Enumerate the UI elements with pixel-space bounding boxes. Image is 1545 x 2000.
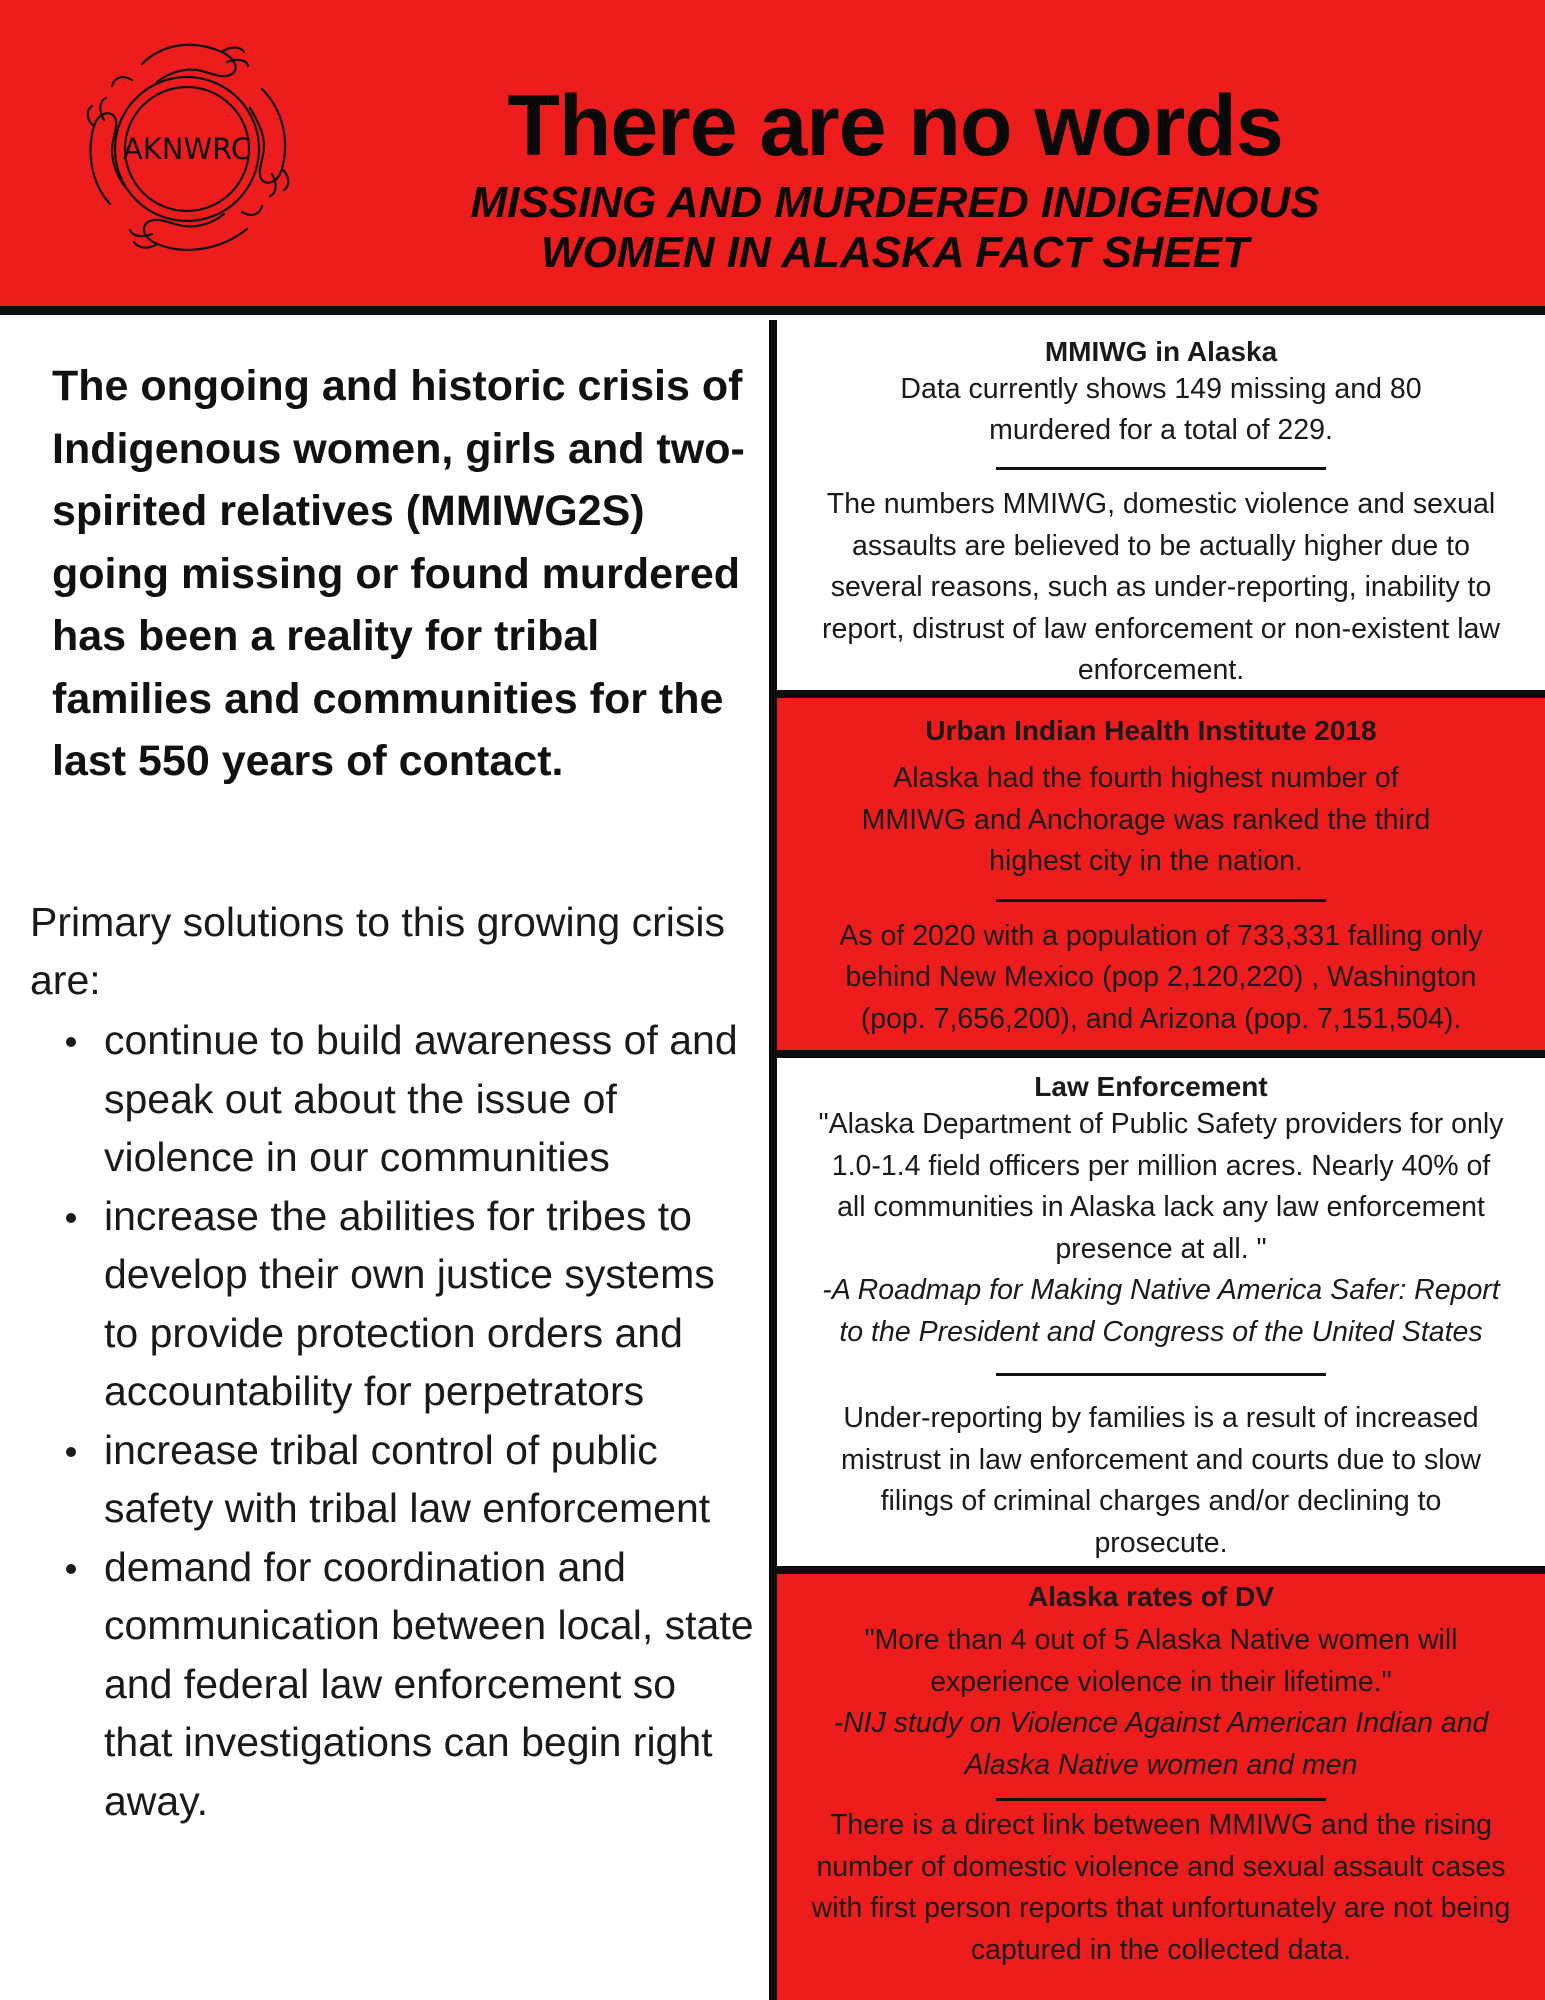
short-divider: [996, 1373, 1326, 1376]
panel-quote: "More than 4 out of 5 Alaska Native women will experience violence in their lifetime.": [864, 1624, 1458, 1698]
solution-item: increase tribal control of public safety with tribal law enforcement: [104, 1421, 754, 1538]
hands-circle-logo: [72, 34, 302, 264]
panel-divider: [777, 1050, 1545, 1058]
panel-divider: [777, 690, 1545, 698]
subtitle-line-1: MISSING AND MURDERED INDIGENOUS: [470, 178, 1320, 227]
panel-title: Law Enforcement: [1034, 1071, 1268, 1102]
panel-source: -A Roadmap for Making Native America Safer: Report to the President and Congress of the United States: [822, 1274, 1500, 1348]
left-column: [0, 315, 770, 2000]
page-subtitle: [380, 178, 1410, 278]
panel-law-enforcement: [777, 1058, 1545, 1568]
solution-item: increase the abilities for tribes to develop their own justice systems to provide protection orders and accountability for perpetrators: [104, 1187, 754, 1421]
panel-uihi-2018: [777, 698, 1545, 1050]
panel-text: As of 2020 with a population of 733,331 falling only behind New Mexico (pop 2,120,220) , Washington (pop. 7,656,200), and Arizona (pop. 7,151,504).: [839, 919, 1483, 1035]
panel-quote: "Alaska Department of Public Safety providers for only 1.0-1.4 field officers per million acres. Nearly 40% of all communities in Alaska lack any law enforcement presence at all. ": [818, 1108, 1504, 1265]
header-divider: [0, 306, 1545, 315]
panel-text: The numbers MMIWG, domestic violence and sexual assaults are believed to be actually higher due to several reasons, such as under-reporting, inability to report, distrust of law enforcement or non-existent law enforcement.: [822, 488, 1500, 686]
panel-text: Under-reporting by families is a result of increased mistrust in law enforcement and courts due to slow filings of criminal charges and/or declining to prosecute.: [841, 1402, 1481, 1559]
panel-title: Alaska rates of DV: [1028, 1581, 1274, 1612]
short-divider: [996, 1798, 1326, 1801]
solutions-heading: Primary solutions to this growing crisis are:: [30, 899, 725, 1003]
page-title: There are no words: [507, 78, 1283, 174]
logo-text: AKNWRC: [122, 132, 252, 166]
subtitle-line-2: WOMEN IN ALASKA FACT SHEET: [540, 228, 1250, 277]
solution-item: demand for coordination and communication between local, state and federal law enforcement so that investigations can begin right away.: [104, 1538, 754, 1831]
short-divider: [996, 467, 1326, 470]
panel-text: There is a direct link between MMIWG and the rising number of domestic violence and sexual assault cases with first person reports that unfortunately are not being captured in the collected data.: [811, 1809, 1511, 1966]
panel-text: Alaska had the fourth highest number of MMIWG and Anchorage was ranked the third highest city in the nation.: [861, 762, 1431, 877]
panel-alaska-dv: [777, 1574, 1545, 2000]
panel-text: Data currently shows 149 missing and 80 murdered for a total of 229.: [900, 373, 1422, 446]
panel-title: MMIWG in Alaska: [1044, 336, 1278, 367]
panel-mmiwg-alaska: [777, 315, 1545, 692]
solutions-list: [104, 1011, 754, 1830]
column-divider: [769, 320, 777, 2000]
panel-divider: [777, 1566, 1545, 1574]
short-divider: [996, 899, 1326, 902]
intro-statement: The ongoing and historic crisis of Indigenous women, girls and two-spirited relatives (MMIWG2S) going missing or found murdered has been a reality for tribal families and communities for the last 550 years of contact.: [52, 362, 745, 785]
panel-source: -NIJ study on Violence Against American Indian and Alaska Native women and men: [833, 1707, 1489, 1781]
header-banner: [0, 0, 1545, 306]
panel-title: Urban Indian Health Institute 2018: [925, 715, 1377, 746]
solution-item: continue to build awareness of and speak out about the issue of violence in our communities: [104, 1011, 754, 1187]
